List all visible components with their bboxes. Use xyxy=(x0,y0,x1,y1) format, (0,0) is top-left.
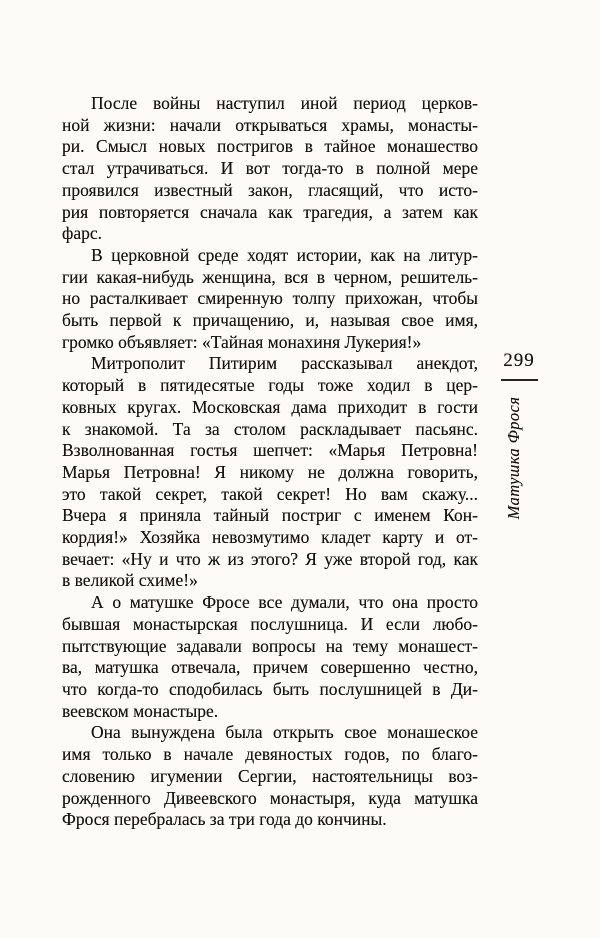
paragraph xyxy=(62,353,478,592)
text-line: бывшая монастырская послушница. И если любо- xyxy=(62,613,478,634)
text-line: проявился известный закон, гласящий, что исто- xyxy=(62,179,478,200)
text-line: рия повторяется сначала как трагедия, а затем как xyxy=(62,201,478,222)
text-line: фарс. xyxy=(62,223,102,244)
page-text xyxy=(62,93,478,831)
text-line: стал утрачиваться. И вот тогда-то в полной мере xyxy=(62,158,478,179)
text-line: Взволнованная гостья шепчет: «Марья Петровна! xyxy=(62,440,478,461)
text-line: Марья Петровна! Я никому не должна говорить, xyxy=(62,461,478,482)
text-line: Она вынуждена была открыть свое монашеское xyxy=(91,722,478,743)
text-line: В церковной среде ходят истории, как на литур- xyxy=(91,244,478,265)
text-line: к знакомой. Та за столом раскладывает пасьянс. xyxy=(62,418,478,439)
text-line: ковных кругах. Московская дама приходит в гости xyxy=(62,396,478,417)
text-line: что когда-то сподобилась быть послушницей в Ди- xyxy=(62,678,478,699)
page-number: 299 xyxy=(503,350,535,371)
text-line: кордия!» Хозяйка невозмутимо кладет карту и от- xyxy=(62,527,478,548)
paragraph xyxy=(62,592,478,722)
text-line: пытствующие задавали вопросы на тему монашест- xyxy=(62,635,478,656)
text-line: рожденного Дивеевского монастыря, куда матушка xyxy=(62,787,478,808)
text-line: гии какая-нибудь женщина, вся в черном, решитель- xyxy=(62,266,478,287)
text-line: вечает: «Ну и что ж из этого? Я уже второй год, как xyxy=(62,548,478,569)
paragraph xyxy=(62,93,478,245)
text-line: это такой секрет, такой секрет! Но вам скажу... xyxy=(62,483,478,504)
text-line: быть первой к причащению, и, называя свое имя, xyxy=(62,310,478,331)
text-line: громко объявляет: «Тайная монахиня Лукерия!» xyxy=(62,331,422,352)
text-line: ва, матушка отвечала, причем совершенно честно, xyxy=(62,657,478,678)
page-number-rule xyxy=(501,379,538,381)
text-line: словению игумении Сергии, настоятельницы воз- xyxy=(62,765,478,786)
text-line: А о матушке Фросе все думали, что она просто xyxy=(91,592,478,613)
text-line: в великой схиме!» xyxy=(62,570,198,591)
text-line: После войны наступил иной период церков- xyxy=(91,93,478,113)
text-line: который в пятидесятые годы тоже ходил в цер- xyxy=(62,375,478,396)
text-line: ри. Смысл новых постригов в тайное монашество xyxy=(62,136,478,157)
text-line: ной жизни: начали открываться храмы, монасты- xyxy=(62,114,478,135)
text-line: Митрополит Питирим рассказывал анекдот, xyxy=(91,353,478,374)
text-line: имя только в начале девяностых годов, по благо- xyxy=(62,744,478,765)
paragraph xyxy=(62,245,478,354)
paragraph xyxy=(62,722,478,831)
text-line: веевском монастыре. xyxy=(62,700,219,721)
text-line: Фрося перебралась за три года до кончины. xyxy=(62,809,387,830)
text-line: но расталкивает смиренную толпу прихожан, чтобы xyxy=(62,288,478,309)
running-title: Матушка Фрося xyxy=(504,396,523,520)
text-line: Вчера я приняла тайный постриг с именем Кон- xyxy=(62,505,478,526)
